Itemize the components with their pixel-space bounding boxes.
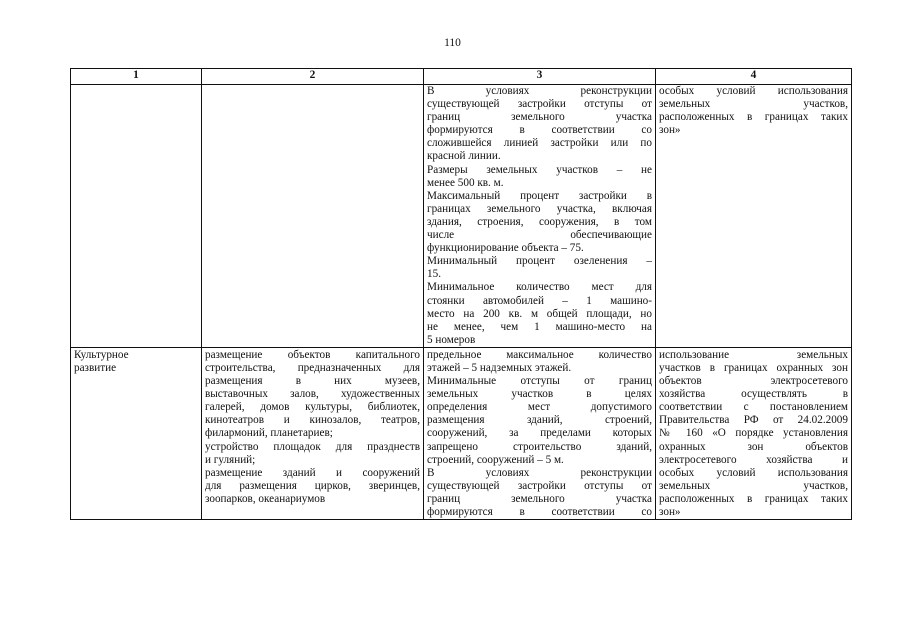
text-line: соответствии с постановлением [659, 401, 848, 414]
column-header-1: 1 [71, 69, 202, 85]
text-line: зон» [659, 506, 681, 518]
text-line: зон» [659, 124, 681, 137]
text-line: участков в границах охранных зон [659, 361, 848, 374]
text-line: не менее, чем 1 машино-место на [427, 320, 652, 333]
text-line: определения мест допустимого [427, 401, 652, 414]
table-row [71, 347, 852, 519]
text-line: зоопарков, океанариумов [205, 492, 326, 505]
text-line: расположенных в границах таких [659, 492, 848, 505]
text-line: развитие [74, 361, 117, 374]
text-line: устройство площадок для празднеств [205, 440, 420, 453]
text-line: земельных участков в целях [427, 388, 652, 401]
text-line: галерей, домов культуры, библиотек, [205, 401, 420, 414]
text-line: место на 200 кв. м общей площади, но [427, 307, 652, 320]
column-header-4: 4 [656, 69, 852, 85]
document-table [70, 68, 852, 520]
text-line: стоянки автомобилей – 1 машино- [427, 294, 652, 307]
text-line: размещения зданий, строений, [427, 414, 652, 427]
text-line: 15. [427, 268, 441, 281]
text-line: здания, строения, сооружения, в том [427, 215, 652, 228]
text-line: размещение зданий и сооружений [205, 466, 420, 479]
cell-permitted-use [202, 85, 424, 348]
text-line: Размеры земельных участков – не [427, 163, 652, 176]
text-line: филармоний, планетариев; [205, 427, 333, 440]
text-line: границ земельного участка [427, 492, 652, 505]
text-line: Культурное [74, 348, 129, 361]
text-line: охранных зон объектов [659, 440, 848, 453]
text-line: менее 500 кв. м. [427, 176, 504, 189]
text-line: сложившейся линией застройки или по [427, 137, 652, 150]
text-line: № 160 «О порядке установления [659, 427, 848, 440]
text-line: Максимальный процент застройки в [427, 189, 652, 202]
text-line: размещение объектов капитального [205, 348, 420, 361]
text-line: Правительства РФ от 24.02.2009 [659, 414, 848, 427]
text-line: числе обеспечивающие [427, 229, 652, 242]
cell-restrictions [656, 85, 852, 348]
text-line: предельное максимальное количество [427, 348, 652, 361]
table-header-row [71, 69, 852, 85]
text-line: строительства, предназначенных для [205, 361, 420, 374]
text-line: существующей застройки отступы от [427, 98, 652, 111]
text-line: функционирование объекта – 75. [427, 242, 584, 255]
cell-permitted-use [202, 347, 424, 519]
cell-zone-name [71, 347, 202, 519]
text-line: этажей – 5 надземных этажей. [427, 361, 572, 374]
text-line: запрещено строительство зданий, [427, 440, 652, 453]
text-line: размещения в них музеев, [205, 375, 420, 388]
text-line: В условиях реконструкции [427, 466, 652, 479]
text-line: Минимальное количество мест для [427, 281, 652, 294]
text-line: и гуляний; [205, 453, 256, 466]
text-line: особых условий использования [659, 85, 848, 97]
column-header-2: 2 [202, 69, 424, 85]
text-line: границах земельного участка, включая [427, 202, 652, 215]
text-line: 5 номеров [427, 333, 476, 346]
text-line: для размещения цирков, зверинцев, [205, 479, 420, 492]
text-line: электросетевого хозяйства и [659, 453, 848, 466]
text-line: кинотеатров и кинозалов, театров, [205, 414, 420, 427]
text-line: строений, сооружений – 5 м. [427, 453, 564, 466]
text-line: В условиях реконструкции [427, 85, 652, 97]
text-line: сооружений, за пределами которых [427, 427, 652, 440]
text-line: земельных участков, [659, 479, 848, 492]
text-line: выставочных залов, художественных [205, 388, 420, 401]
text-line: объектов электросетевого [659, 375, 848, 388]
column-header-3: 3 [424, 69, 656, 85]
table-row [71, 85, 852, 348]
text-line: расположенных в границах таких [659, 111, 848, 124]
cell-restrictions [656, 347, 852, 519]
cell-zone-name [71, 85, 202, 348]
text-line: красной линии. [427, 150, 501, 163]
cell-parameters [424, 85, 656, 348]
text-line: существующей застройки отступы от [427, 479, 652, 492]
text-line: формируются в соответствии со [427, 506, 652, 518]
text-line: использование земельных [659, 348, 848, 361]
text-line: Минимальный процент озеленения – [427, 255, 652, 268]
text-line: особых условий использования [659, 466, 848, 479]
text-line: границ земельного участка [427, 111, 652, 124]
text-line: Минимальные отступы от границ [427, 375, 652, 388]
text-line: земельных участков, [659, 98, 848, 111]
text-line: формируются в соответствии со [427, 124, 652, 137]
text-line: хозяйства осуществлять в [659, 388, 848, 401]
cell-parameters [424, 347, 656, 519]
page-number: 110 [444, 37, 461, 49]
